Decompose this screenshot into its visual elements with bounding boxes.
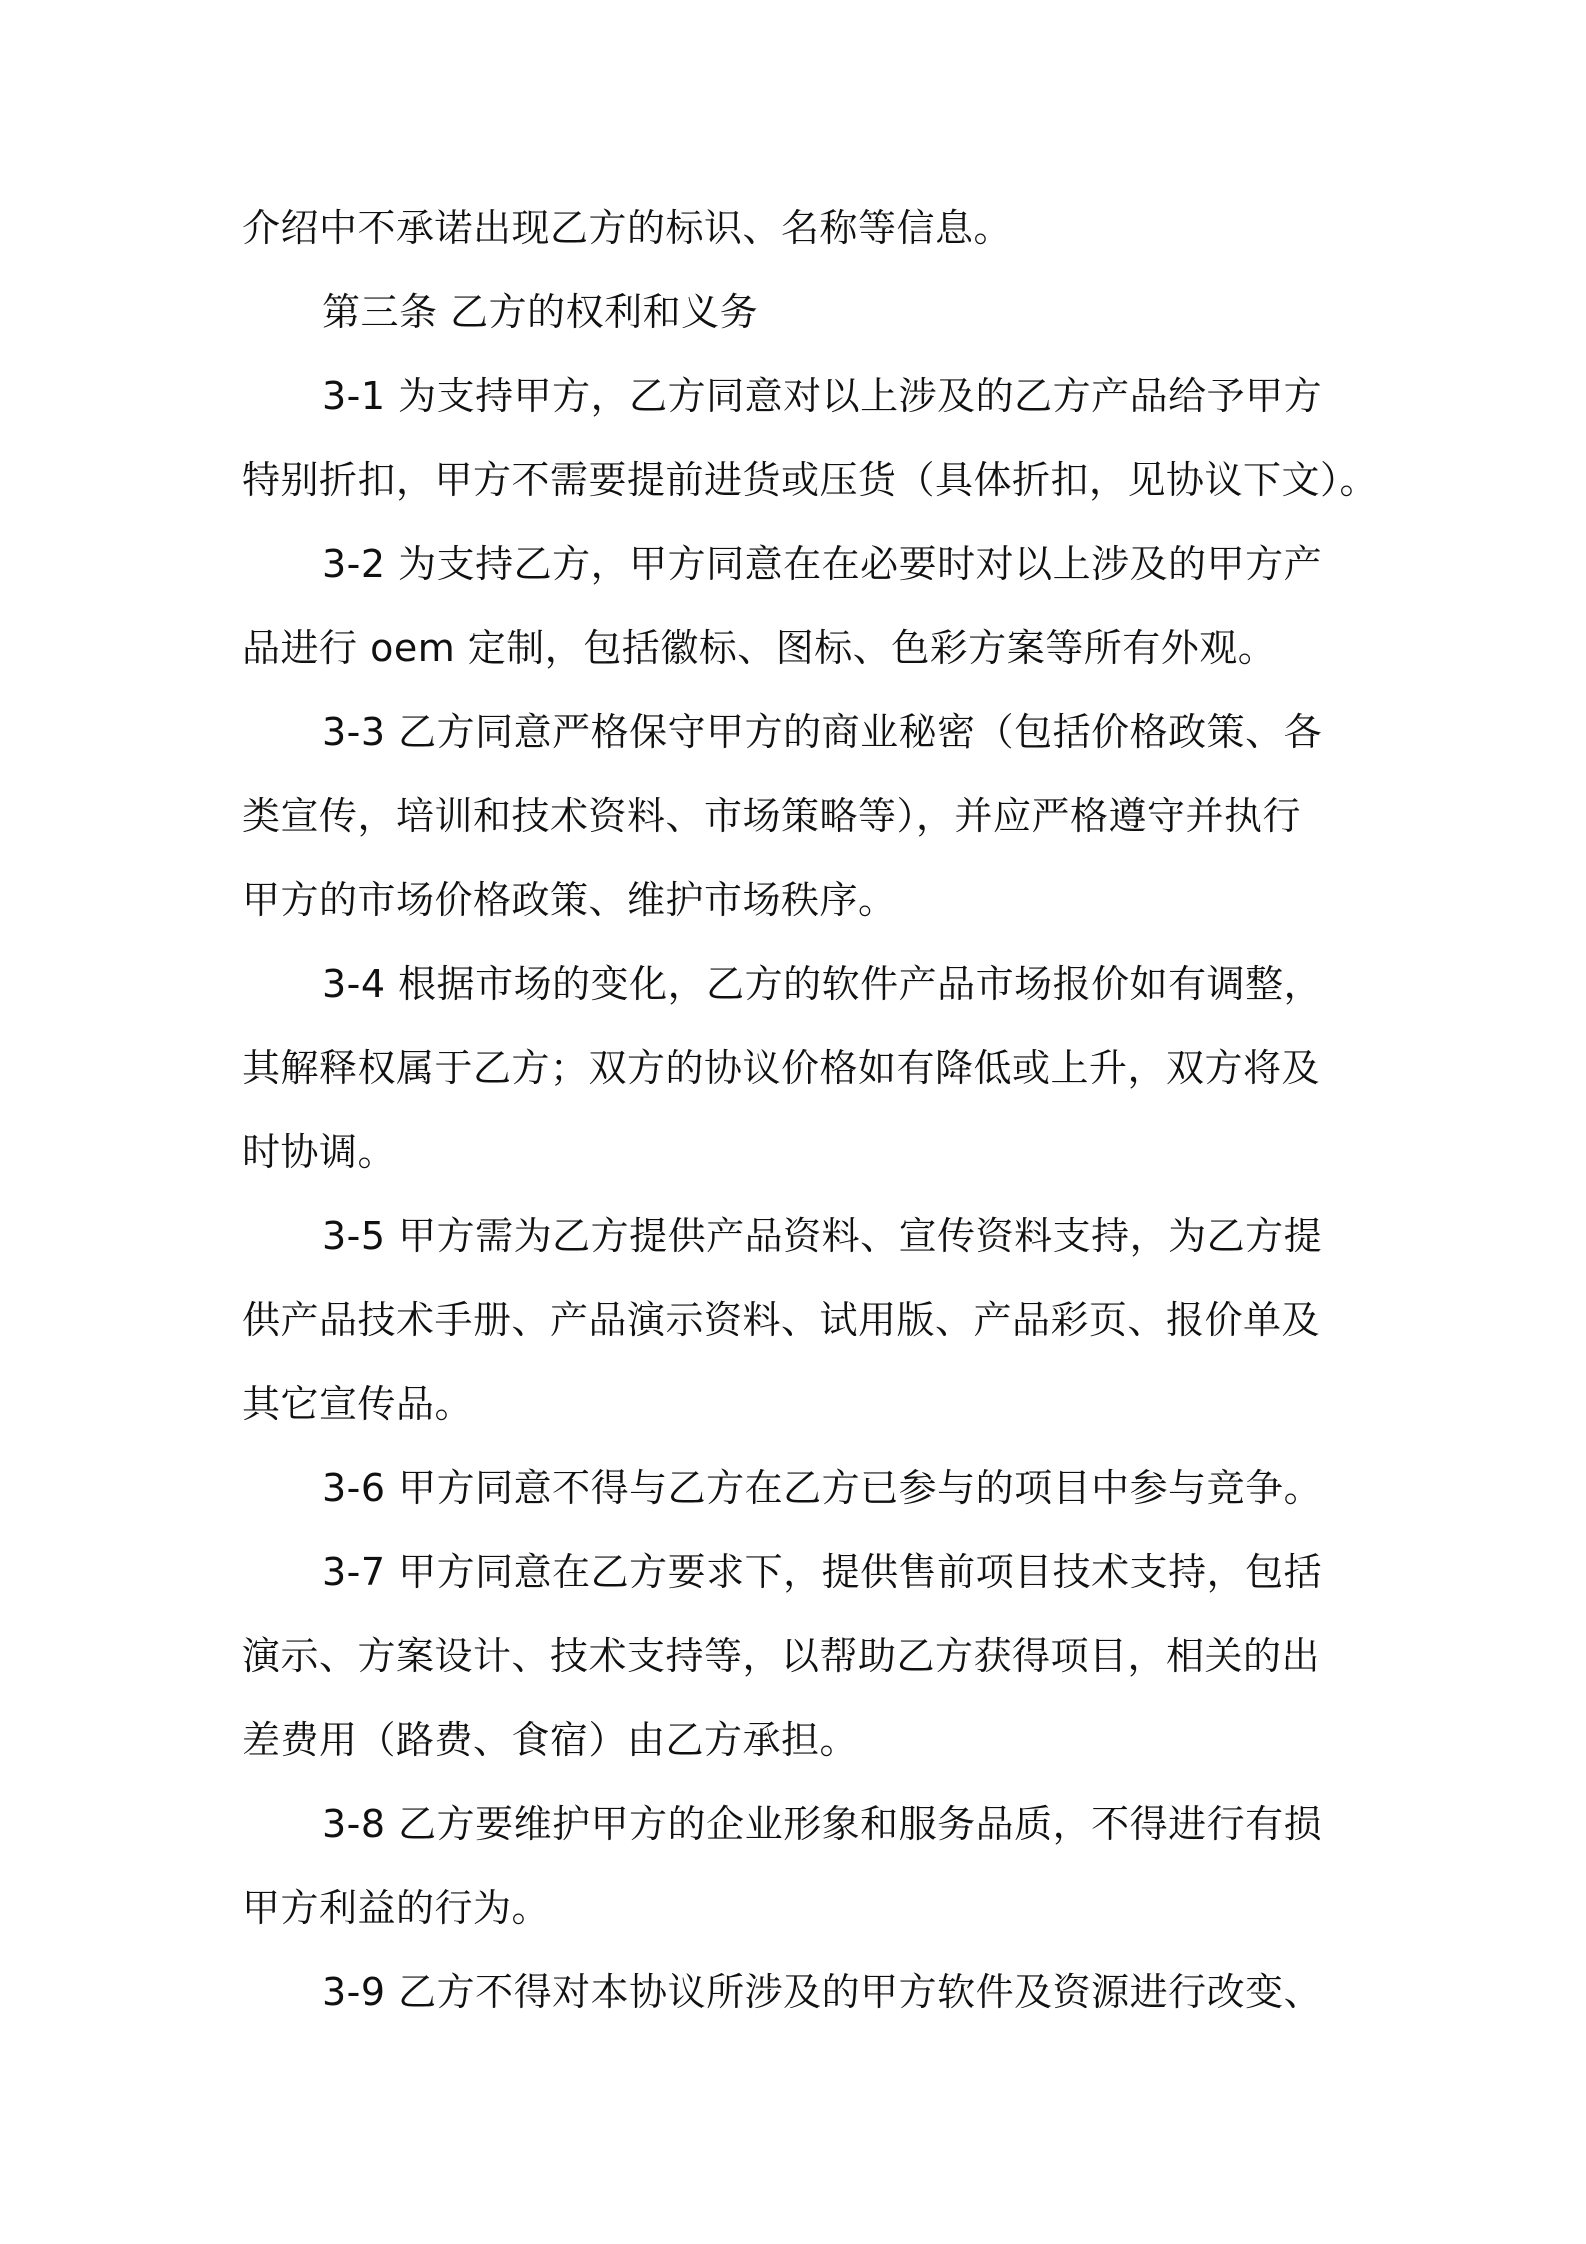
text-line: 甲方利益的行为。 <box>242 1886 551 1930</box>
text-line: 3-4 根据市场的变化，乙方的软件产品市场报价如有调整， <box>322 962 1323 1006</box>
text-line: 3-7 甲方同意在乙方要求下，提供售前项目技术支持，包括 <box>322 1550 1323 1594</box>
text-line: 3-2 为支持乙方，甲方同意在在必要时对以上涉及的甲方产 <box>322 542 1323 586</box>
text-line: 3-1 为支持甲方，乙方同意对以上涉及的乙方产品给予甲方 <box>322 374 1323 418</box>
section-heading: 第三条 乙方的权利和义务 <box>322 290 759 334</box>
text-line: 其解释权属于乙方；双方的协议价格如有降低或上升，双方将及 <box>242 1046 1321 1090</box>
text-line: 类宣传，培训和技术资料、市场策略等），并应严格遵守并执行 <box>242 794 1302 838</box>
text-line: 3-9 乙方不得对本协议所涉及的甲方软件及资源进行改变、 <box>322 1970 1323 2014</box>
text-line: 其它宣传品。 <box>242 1382 474 1426</box>
text-line: 介绍中不承诺出现乙方的标识、名称等信息。 <box>242 206 1013 250</box>
text-line: 3-5 甲方需为乙方提供产品资料、宣传资料支持，为乙方提 <box>322 1214 1323 1258</box>
text-line: 供产品技术手册、产品演示资料、试用版、产品彩页、报价单及 <box>242 1298 1321 1342</box>
text-line: 特别折扣，甲方不需要提前进货或压货（具体折扣，见协议下文）。 <box>242 458 1379 502</box>
text-line: 3-3 乙方同意严格保守甲方的商业秘密（包括价格政策、各 <box>322 710 1323 754</box>
text-line: 差费用（路费、食宿）由乙方承担。 <box>242 1718 859 1762</box>
text-line: 3-6 甲方同意不得与乙方在乙方已参与的项目中参与竞争。 <box>322 1466 1323 1510</box>
text-line: 3-8 乙方要维护甲方的企业形象和服务品质，不得进行有损 <box>322 1802 1323 1846</box>
text-line: 品进行 oem 定制，包括徽标、图标、色彩方案等所有外观。 <box>242 626 1277 670</box>
text-line: 时协调。 <box>242 1130 397 1174</box>
text-line: 甲方的市场价格政策、维护市场秩序。 <box>242 878 897 922</box>
text-line: 演示、方案设计、技术支持等，以帮助乙方获得项目，相关的出 <box>242 1634 1321 1678</box>
